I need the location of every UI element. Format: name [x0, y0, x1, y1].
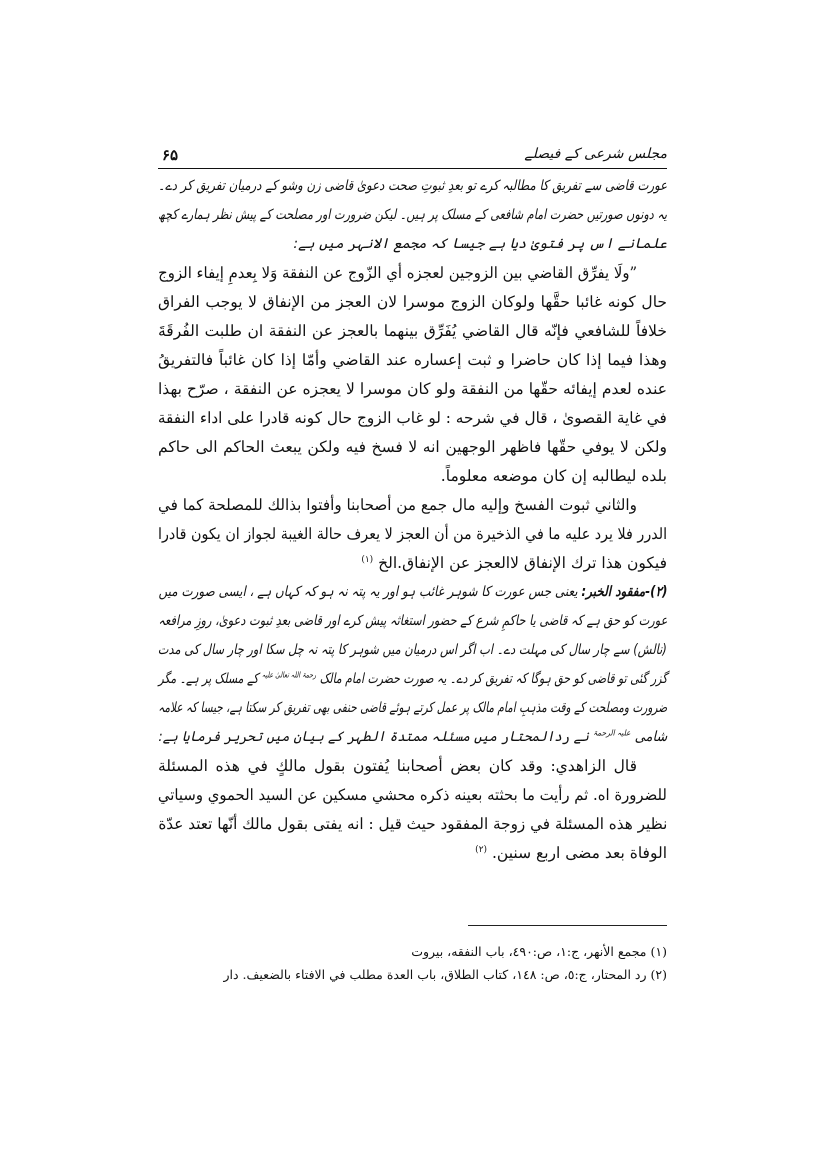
line-content	[158, 201, 667, 230]
text-segment: عورت قاضی سے تفریق کا مطالبہ کرے تو بعدِ ثبوتِ صحت دعویٰ قاضی زن وشو کے درمیان تفریق کر دے۔	[157, 178, 667, 194]
line-content	[158, 694, 667, 723]
line-content	[158, 259, 637, 288]
line-content	[158, 781, 667, 810]
footnote-marker: (١)	[650, 944, 667, 959]
quote-text: الوفاة بعد مضى اربع سنين.	[491, 844, 667, 862]
running-header	[158, 146, 667, 170]
quote-text: وهذا فيما إذا كان حاضرا و ثبت إعساره عند القاضي وأمّا إذا كان غائباً فالتفريقُ	[158, 351, 667, 369]
quote-text: والثاني ثبوت الفسخ وإليه مال جمع من أصحابنا وأفتوا بذالك للمصلحة كما في	[157, 496, 637, 514]
text-segment: یہ دونوں صورتیں حضرت امام شافعی کے مسلک پر ہیں۔ لیکن ضرورت اور مصلحت کے پیش نظر ہمارے کچھ	[157, 207, 667, 223]
footnote-item	[140, 963, 667, 986]
header-rule	[158, 168, 667, 169]
quote-text: للضرورة اه. ثم رأيت ما بحثته بعينه ذكره محشي مسكين عن السيد الحموي وسياتي	[158, 786, 667, 804]
footnote-item	[140, 940, 667, 963]
quote-line	[158, 462, 667, 491]
text-line	[158, 172, 667, 201]
quote-line	[158, 839, 667, 868]
text-line	[158, 578, 667, 607]
line-content	[158, 723, 667, 752]
text-line	[158, 201, 667, 230]
line-content	[158, 607, 667, 636]
line-content	[158, 404, 667, 433]
text-segment: عورت کو حق ہے کہ قاضی یا حاکمِ شرع کے حضور استغاثہ پیش کرے اور قاضی بعدِ ثبوت دعویٰ، روزِ مرافعہ	[157, 613, 667, 629]
quote-line	[158, 346, 667, 375]
quote-line	[158, 752, 667, 781]
page-number: ۶۵	[162, 146, 179, 164]
text-line	[158, 665, 667, 694]
line-content	[158, 636, 667, 665]
quote-line	[158, 549, 667, 578]
text-segment: کے مسلک پر ہے۔ مگر	[157, 671, 259, 687]
footnote-text: مجمع الأنهر، ج:١، ص:٤٩٠، باب النفقه، بيروت	[411, 944, 647, 959]
line-content	[158, 491, 637, 520]
text-segment: نے ردالمحتار میں مسئلہ ممتدۃ الطہر کے بیان میں تحریر فرمایا ہے:	[158, 729, 589, 745]
line-content	[158, 172, 667, 201]
text-line	[158, 230, 667, 259]
quote-line	[158, 259, 667, 288]
quote-text: حال كونه غائبا حقَّها ولوكان الزوج موسرا لان العجز من الإنفاق لا يوجب الفراق	[158, 293, 667, 311]
quote-text: ولكن لا يوفي حقّها فاظهر الوجهين انه لا فسخ فيه ولكن يبعث الحاكم الى حاكم	[158, 438, 667, 456]
line-content	[158, 810, 667, 839]
footnote-text: رد المحتار، ج:٥، ص: ١٤٨، كتاب الطلاق، باب العدة مطلب في الافتاء بالضعيف. دار	[223, 967, 647, 982]
text-segment: گزر گئی تو قاضی کو حق ہوگا کہ تفریق کر دے۔ یہ صورت حضرت امام مالک	[319, 671, 667, 687]
quote-text: بلده ليطالبه إن كان موضعه معلوماً.	[440, 467, 667, 485]
book-title: مجلس شرعی کے فیصلے	[524, 146, 667, 162]
quote-text: فيكون هذا ترك الإنفاق لاالعجز عن الإنفاق.الخ	[378, 554, 667, 572]
line-content	[158, 520, 667, 549]
text-segment: شامی	[634, 729, 667, 745]
quote-line	[158, 810, 667, 839]
text-segment: ضرورت ومصلحت کے وقت مذہبِ امام مالک پر عمل کرتے ہوئے قاضی حنفی بھی تفریق کر سکتا ہے، جیسا کہ علامہ	[158, 700, 667, 716]
footnote-ref-1[interactable]: (١)	[361, 554, 374, 565]
text-segment: (نالش) سے چار سال کی مہلت دے۔ اب اگر اس درمیان میں شوہر کا پتہ نہ چل سکا اور چار سال کی مدت	[157, 642, 667, 658]
footnote-marker: (٢)	[650, 967, 667, 982]
honorific: رحمۃ اللہ تعالیٰ علیہ	[261, 670, 316, 680]
text-line	[158, 694, 667, 723]
footnotes	[140, 940, 667, 986]
quote-line	[158, 404, 667, 433]
text-line	[158, 636, 667, 665]
line-content	[158, 578, 667, 607]
line-content	[158, 665, 667, 694]
page-body	[158, 172, 667, 868]
quote-text: ”ولَا يفرِّق القاضي بين الزوجين لعجزه أي الزّوج عن النفقة وَلا بِعدمِ إيفاء الزوج	[158, 264, 637, 282]
text-line	[158, 723, 667, 752]
text-segment: علمانے اس پر فتویٰ دیا ہے جیسا کہ مجمع الانہر میں ہے:	[293, 236, 667, 252]
quote-text: في غاية القصوىٰ ، قال في شرحه : لو غاب الزوج حال كونه قادرا على اداء النفقة	[157, 409, 667, 427]
footnote-rule	[468, 925, 667, 926]
quote-line	[158, 491, 667, 520]
text-segment: یعنی جس عورت کا شوہر غائب ہو اور یہ پتہ نہ ہو کہ کہاں ہے ، ایسی صورت میں	[158, 584, 578, 600]
quote-line	[158, 433, 667, 462]
quote-text: خلافاً للشافعي فإنّه قال القاضي يُفَرِّق بينهما بالعجز عن النفقة ان طلبت الفُرقَةَ	[158, 322, 667, 340]
footnote-ref-2[interactable]: (٢)	[475, 844, 488, 855]
quote-text: نظير هذه المسئلة في زوجة المفقود حيث قيل : انه يفتى بقول مالك أنّها تعتد عدّة	[157, 815, 667, 833]
quote-line	[158, 781, 667, 810]
quote-text: الدرر فلا يرد عليه ما في الذخيرة من أن العجز لا يعرف حالة الغيبة لجواز ان يكون قادرا	[157, 525, 667, 543]
quote-text: قال الزاهدي: وقد كان بعض أصحابنا يُفتون بقول مالكٍ في هذه المسئلة	[158, 757, 638, 775]
quote-text: عنده لعدم إيفائه حقّها من النفقة ولو كان موسرا لا يعجزه عن النفقة ، صرّح بهذا	[158, 380, 667, 398]
honorific: علیہ الرحمۃ	[592, 728, 631, 738]
text-line	[158, 607, 667, 636]
quote-line	[158, 375, 667, 404]
quote-line	[158, 520, 667, 549]
section-heading: (۲)-مفقود الخبر:	[580, 584, 667, 600]
quote-line	[158, 288, 667, 317]
quote-line	[158, 317, 667, 346]
